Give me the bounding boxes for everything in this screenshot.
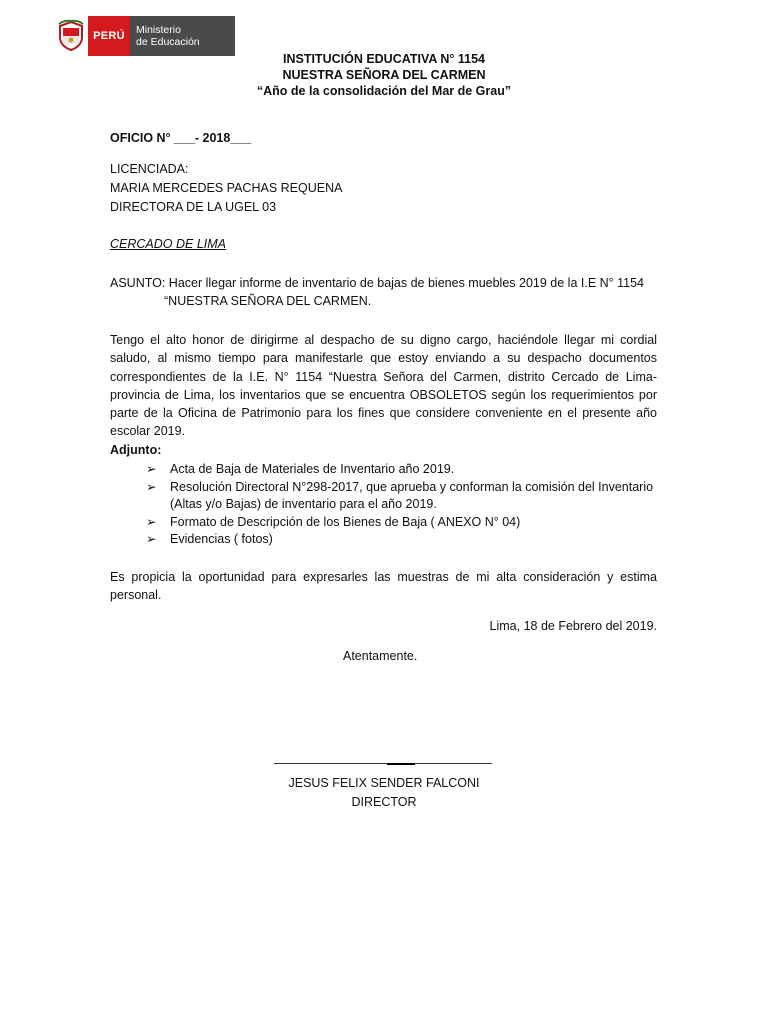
arrow-bullet-icon: ➢	[146, 514, 157, 529]
institution-name: INSTITUCIÓN EDUCATIVA N° 1154	[282, 52, 486, 66]
list-item: ➢ Acta de Baja de Materiales de Inventario año 2019.	[146, 461, 666, 479]
farewell: Atentamente.	[343, 649, 418, 663]
arrow-bullet-icon: ➢	[146, 479, 157, 494]
recipient-place: CERCADO DE LIMA	[110, 237, 226, 251]
year-motto: “Año de la consolidación del Mar de Grau”	[256, 84, 512, 98]
list-item: ➢ Formato de Descripción de los Bienes de Baja ( ANEXO N° 04)	[146, 514, 666, 532]
recipient-name: MARIA MERCEDES PACHAS REQUENA	[110, 181, 343, 195]
institution-subname: NUESTRA SEÑORA DEL CARMEN	[282, 68, 486, 82]
country-label: PERÚ	[88, 16, 130, 56]
asunto-line-2: “NUESTRA SEÑORA DEL CARMEN.	[164, 294, 372, 308]
ministry-label	[130, 16, 235, 56]
ministry-logo	[54, 16, 235, 56]
signature-line	[274, 763, 492, 764]
asunto-line-1: ASUNTO: Hacer llegar informe de inventario de bajas de bienes muebles 2019 de la I.E N° 1154	[110, 276, 645, 290]
signer-role: DIRECTOR	[351, 795, 417, 809]
list-item: ➢ Resolución Directoral N°298-2017, que aprueba y conforman la comisión del Inventario (Altas y/o Bajas) de inventario para el año 2019.	[146, 479, 654, 511]
arrow-bullet-icon: ➢	[146, 532, 157, 546]
oficio-number: OFICIO N° ___- 2018___	[110, 131, 252, 145]
ministry-line-1: Ministerio	[136, 24, 181, 36]
date-line: Lima, 18 de Febrero del 2019.	[489, 619, 657, 633]
recipient-title: LICENCIADA:	[110, 162, 189, 176]
ministry-line-2: de Educación	[136, 36, 200, 48]
coat-of-arms-icon	[54, 16, 88, 56]
list-item: ➢ Evidencias ( fotos)	[146, 531, 666, 549]
adjunto-list	[146, 461, 666, 549]
arrow-bullet-icon: ➢	[146, 462, 157, 476]
recipient-position: DIRECTORA DE LA UGEL 03	[110, 200, 277, 214]
signer-name: JESUS FELIX SENDER FALCONI	[288, 776, 480, 790]
body-paragraph: Tengo el alto honor de dirigirme al despacho de su digno cargo, haciéndole llegar mi cordial saludo, al mismo tiempo para manifestarle que estoy enviando a su despacho documentos correspondientes de la I.E. N° 1154 “Nuestra Señora del Carmen, distrito Cercado de Lima-provincia de Lima, los inventarios que se encuentra OBSOLETOS según los requerimientos por parte de la Oficina de Patrimonio para los fines que considere conveniente en el presente año escolar 2019.	[110, 333, 657, 439]
adjunto-label: Adjunto:	[110, 443, 162, 457]
closing-paragraph: Es propicia la oportunidad para expresarles las muestras de mi alta consideración y estima personal.	[110, 570, 657, 603]
